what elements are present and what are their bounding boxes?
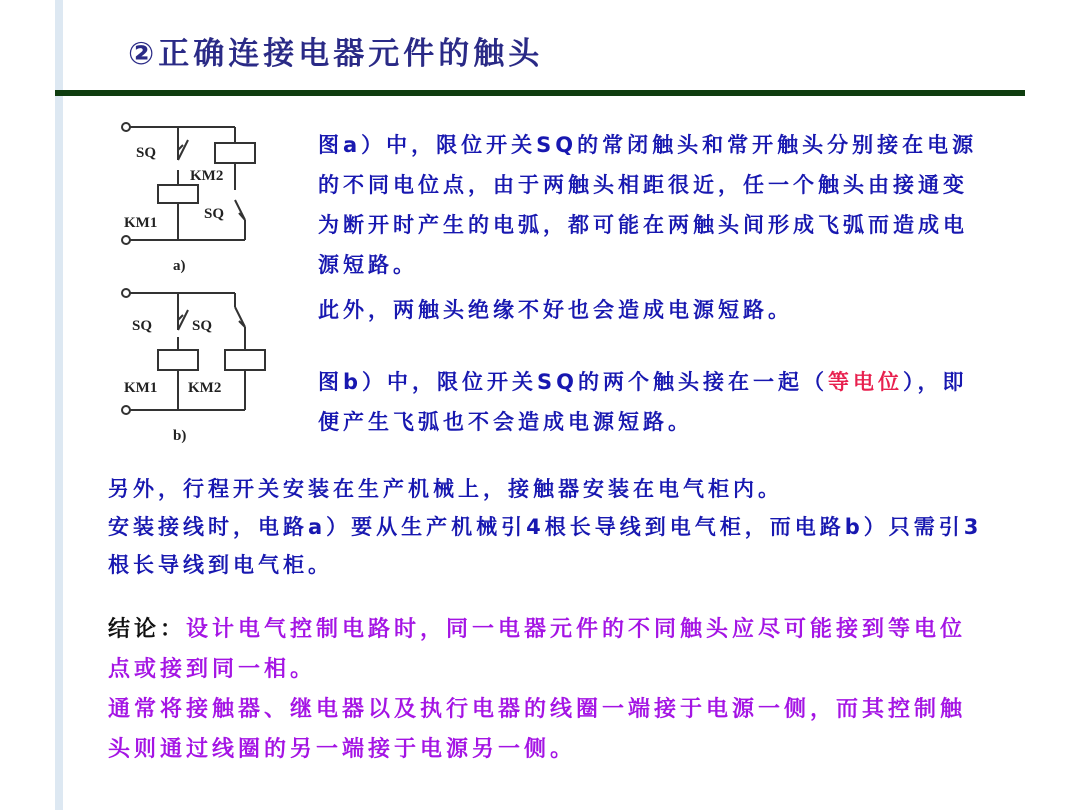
label-sq-no: SQ [192,318,213,334]
wiring-line-2: 安装接线时，电路a）要从生产机械引4根长导线到电气柜，而电路b）只需引3根长导线到电气柜。 [108,515,983,577]
title-divider [55,90,1025,96]
para-b-text: 图b）中，限位开关SQ的两个触头接在一起（ [318,370,829,394]
label-sq-no: SQ [204,206,225,222]
label-km2: KM2 [190,168,224,184]
paragraph-insulation: 此外，两触头绝缘不好也会造成电源短路。 [318,298,793,322]
label-sq-nc: SQ [136,145,157,161]
label-km1: KM1 [124,380,158,396]
para-b-text-end: ），即便产生飞弧也不会造成电源短路。 [318,370,968,434]
left-accent-strip [55,0,63,810]
paragraph-circuit-b [318,362,988,442]
page-title: ②正确连接电器元件的触头 [128,36,544,72]
label-km1: KM1 [124,215,158,231]
conclusion-text-2: 通常将接触器、继电器以及执行电器的线圈一端接于电源一侧，而其控制触头则通过线圈的另一端接于电源另一侧。 [108,697,967,762]
caption-a: a) [173,258,186,274]
conclusion-label: 结论： [108,617,187,642]
label-sq-nc: SQ [132,318,153,334]
highlight-equipotential: 等电位 [828,370,904,394]
wiring-line-1: 另外，行程开关安装在生产机械上，接触器安装在电气柜内。 [108,477,783,501]
conclusion-block [108,610,988,770]
circuit-diagram-a [110,115,270,280]
conclusion-text-1: 设计电气控制电路时，同一电器元件的不同触头应尽可能接到等电位点或接到同一相。 [108,617,967,682]
paragraph-wiring [108,470,998,584]
label-km2: KM2 [188,380,222,396]
paragraph-circuit-a: 图a）中，限位开关SQ的常闭触头和常开触头分别接在电源的不同电位点，由于两触头相距很近，任一个触头由接通变为断开时产生的电弧，都可能在两触头间形成飞弧而造成电源短路。 [318,133,978,277]
caption-b: b) [173,428,187,444]
circuit-diagram-b [110,285,270,450]
